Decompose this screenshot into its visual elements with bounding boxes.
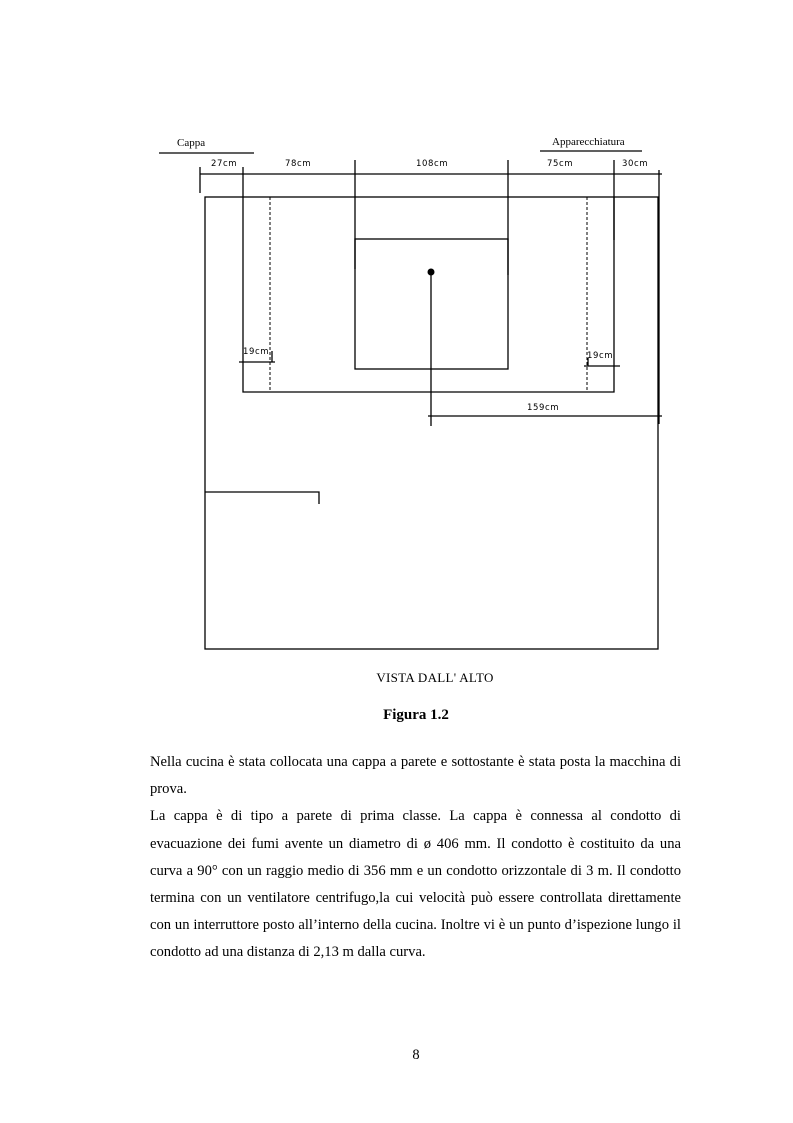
dimension-78cm: 78cm xyxy=(285,159,312,169)
dimension-19cm-left: 19cm xyxy=(243,347,270,357)
paragraph: La cappa è di tipo a parete di prima classe. La cappa è connessa al condotto di evacuazione dei fumi avente un diametro di ø 406 mm. Il condotto è costituito da una curva a 90° con un raggio medio di 356 mm e un condotto orizzontale di 3 m. Il condotto termina con un ventilatore centrifugo,la cui velocità può essere controllata direttamente con un interruttore posto all’interno della cucina. Inoltre vi è un punto d’ispezione lungo il condotto ad una distanza di 2,13 m dalla curva. xyxy=(150,808,681,961)
dimension-159cm: 159cm xyxy=(527,403,560,413)
dimension-30cm: 30cm xyxy=(622,159,649,169)
dimension-27cm: 27cm xyxy=(211,159,238,169)
dimension-19cm-right: 19cm xyxy=(587,351,614,361)
page-number: 8 xyxy=(412,1047,420,1063)
figure-caption: Figura 1.2 xyxy=(383,707,449,723)
dimension-108cm: 108cm xyxy=(416,159,449,169)
view-caption: VISTA DALL' ALTO xyxy=(376,670,494,685)
door-segment xyxy=(205,492,319,504)
equipment-label: Apparecchiatura xyxy=(552,136,625,148)
body-text xyxy=(150,749,681,967)
paragraph: Nella cucina è stata collocata una cappa a parete e sottostante è stata posta la macchina di prova. xyxy=(150,754,681,798)
dimension-75cm: 75cm xyxy=(547,159,574,169)
hood-outline xyxy=(243,197,614,392)
hood-label: Cappa xyxy=(177,137,206,149)
duct-center-point xyxy=(428,269,435,276)
